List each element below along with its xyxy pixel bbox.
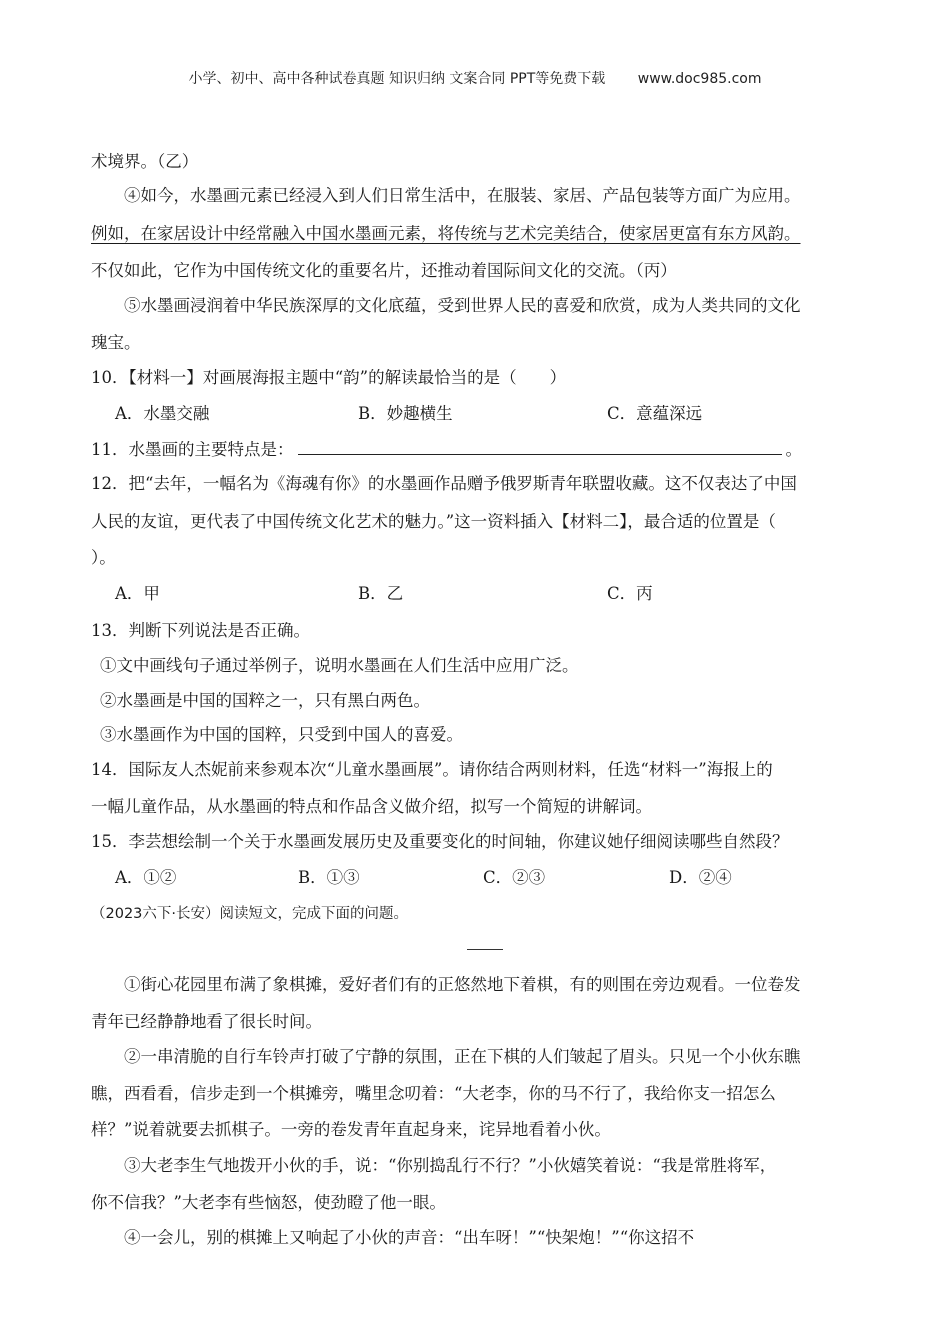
passage-line: 不仅如此，它作为中国传统文化的重要名片，还推动着国际间文化的交流。（丙）: [91, 261, 677, 280]
question-12-line: ）。: [91, 548, 116, 567]
passage2-line: 瞧，西看看，信步走到一个棋摊旁，嘴里念叨着：“大老李，你的马不行了，我给你支一招怎么: [91, 1084, 776, 1103]
title-blank-line: [467, 949, 503, 950]
q11-prefix: 11．水墨画的主要特点是：: [91, 440, 294, 459]
passage2-line: ①街心花园里布满了象棋摊，爱好者们有的正悠然地下着棋，有的则围在旁边观看。一位卷发: [124, 975, 801, 994]
question-14-line: 14．国际友人杰妮前来参观本次“儿童水墨画展”。请你结合两则材料，任选“材料一”海报上的: [91, 760, 773, 779]
passage2-line: 青年已经静静地看了很长时间。: [91, 1012, 322, 1031]
question-12-line: 12．把“去年，一幅名为《海魂有你》的水墨画作品赠予俄罗斯青年联盟收藏。这不仅表达了中国: [91, 474, 797, 493]
question-13-stem: 13．判断下列说法是否正确。: [91, 621, 310, 640]
q10-option-b[interactable]: B．妙趣横生: [358, 404, 453, 423]
passage2-line: 你不信我？”大老李有些恼怒，使劲瞪了他一眼。: [91, 1193, 446, 1212]
q10-option-c[interactable]: C．意蕴深远: [607, 404, 703, 423]
passage-line: ⑤水墨画浸润着中华民族深厚的文化底蕴，受到世界人民的喜爱和欣赏，成为人类共同的文化: [124, 296, 801, 315]
question-15-stem: 15．李芸想绘制一个关于水墨画发展历史及重要变化的时间轴，你建议她仔细阅读哪些自然段？: [91, 832, 789, 851]
q15-option-b[interactable]: B．①③: [298, 868, 360, 887]
q15-option-c[interactable]: C．②③: [483, 868, 546, 887]
passage-line: 术境界。（乙）: [91, 152, 199, 171]
question-11: [91, 436, 802, 460]
source-note: （2023六下·长安）阅读短文，完成下面的问题。: [91, 906, 409, 922]
underlined-sentence: 例如，在家居设计中经常融入中国水墨画元素，将传统与艺术完美结合，使家居更富有东方风韵。: [91, 224, 801, 243]
header-text: 小学、初中、高中各种试卷真题 知识归纳 文案合同 PPT等免费下载: [188, 71, 606, 87]
q13-statement-2: ②水墨画是中国的国粹之一，只有黑白两色。: [100, 691, 430, 710]
q11-suffix: 。: [785, 440, 802, 459]
q13-statement-1: ①文中画线句子通过举例子，说明水墨画在人们生活中应用广泛。: [100, 656, 579, 675]
q12-option-b[interactable]: B．乙: [358, 584, 404, 603]
q10-option-a[interactable]: A．水墨交融: [115, 404, 210, 423]
page-header: [0, 68, 950, 88]
q12-option-a[interactable]: A．甲: [115, 584, 160, 603]
q15-option-a[interactable]: A．①②: [115, 868, 177, 887]
header-url[interactable]: www.doc985.com: [637, 71, 762, 87]
passage2-line: ②一串清脆的自行车铃声打破了宁静的氛围，正在下棋的人们皱起了眉头。只见一个小伙东瞧: [124, 1047, 801, 1066]
passage-line: 瑰宝。: [91, 333, 141, 352]
passage2-line: ④一会儿，别的棋摊上又响起了小伙的声音：“出车呀！”“快架炮！”“你这招不: [124, 1228, 695, 1247]
q12-option-c[interactable]: C．丙: [607, 584, 653, 603]
q15-option-d[interactable]: D．②④: [669, 868, 732, 887]
question-14-line: 一幅儿童作品，从水墨画的特点和作品含义做介绍，拟写一个简短的讲解词。: [91, 797, 652, 816]
question-10-stem: 10．【材料一】对画展海报主题中“韵”的解读最恰当的是（ ）: [91, 368, 567, 387]
question-12-line: 人民的友谊，更代表了中国传统文化艺术的魅力。”这一资料插入【材料二】，最合适的位置是（: [91, 512, 776, 531]
passage2-line: 样？”说着就要去抓棋子。一旁的卷发青年直起身来，诧异地看着小伙。: [91, 1120, 611, 1139]
q13-statement-3: ③水墨画作为中国的国粹，只受到中国人的喜爱。: [100, 725, 463, 744]
passage2-line: ③大老李生气地拨开小伙的手，说：“你别捣乱行不行？”小伙嬉笑着说：“我是常胜将军，: [124, 1156, 777, 1175]
passage-line: ④如今，水墨画元素已经浸入到人们日常生活中，在服装、家居、产品包装等方面广为应用。: [124, 186, 801, 205]
q11-answer-blank[interactable]: [298, 440, 782, 455]
